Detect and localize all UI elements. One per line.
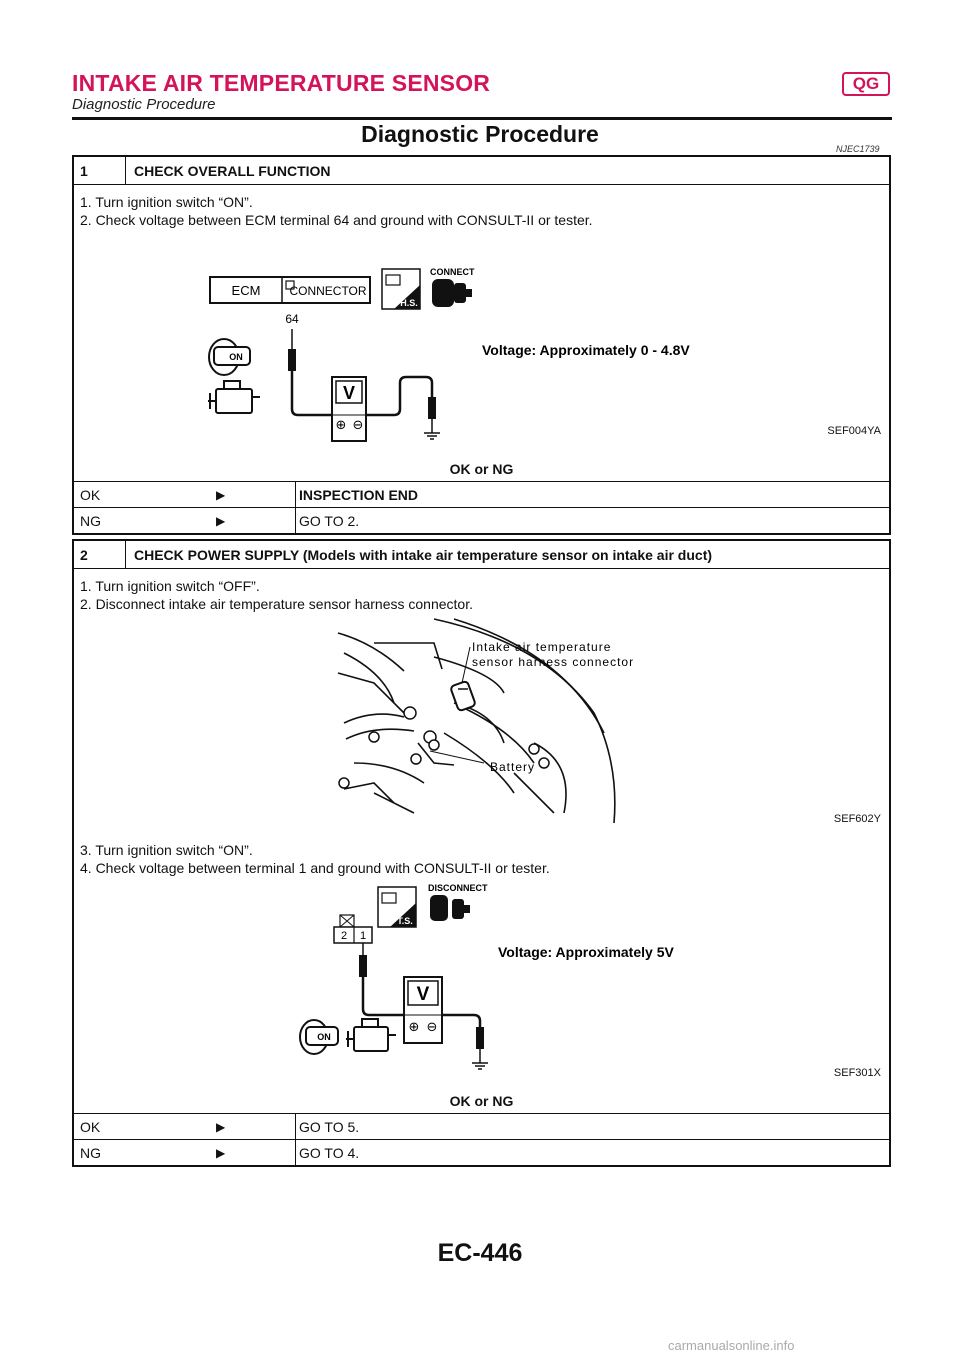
- result-key: OK: [80, 1118, 101, 1135]
- step-number: 1: [74, 157, 126, 184]
- probe-positive: [288, 349, 296, 371]
- disconnect-plug-icon: [430, 895, 448, 921]
- connect-label: CONNECT: [430, 267, 475, 277]
- ok-ng-label: OK or NG: [449, 461, 514, 477]
- callout-line-2: sensor harness connector: [472, 655, 635, 669]
- svg-text:⊕: ⊕: [335, 418, 347, 433]
- step-title: CHECK POWER SUPPLY (Models with intake air temperature sensor on intake air duct): [134, 546, 713, 563]
- ok-ng-label: OK or NG: [449, 1093, 514, 1109]
- header-rule: [72, 117, 892, 120]
- instruction: 1. Turn ignition switch “OFF”.: [80, 578, 260, 594]
- svg-text:⊖: ⊖: [426, 1020, 438, 1035]
- svg-text:ON: ON: [229, 352, 243, 362]
- header-title: INTAKE AIR TEMPERATURE SENSOR: [72, 70, 491, 96]
- figure-code: SEF602Y: [833, 813, 881, 825]
- terminal-number: 64: [285, 312, 299, 326]
- meter-label: V: [342, 383, 356, 403]
- page-number: EC-446: [437, 1239, 523, 1267]
- voltage-spec: Voltage: Approximately 5V: [498, 944, 674, 960]
- step-number: 2: [74, 541, 126, 568]
- svg-text:1: 1: [359, 930, 367, 942]
- probe-positive: [359, 955, 367, 977]
- svg-text:2: 2: [340, 930, 348, 942]
- header-subtitle: Diagnostic Procedure: [72, 96, 216, 113]
- engine-badge: QG: [842, 72, 890, 96]
- figure-code: SEF004YA: [827, 425, 881, 437]
- result-row-ng: [74, 507, 889, 533]
- instruction: 4. Check voltage between terminal 1 and ground with CONSULT-II or tester.: [80, 860, 550, 876]
- step-1-header: [74, 157, 889, 185]
- ts-label: T.S.: [397, 916, 413, 926]
- figure-code: SEF301X: [833, 1067, 881, 1079]
- figure-sensor-location: [74, 613, 889, 831]
- result-value: INSPECTION END: [299, 486, 419, 503]
- step-2-box: [72, 539, 891, 1167]
- connector-label: CONNECTOR: [289, 284, 367, 298]
- result-key: NG: [80, 512, 101, 529]
- section-code: NJEC1739: [836, 144, 880, 154]
- ignition-key-icon: [300, 1020, 338, 1054]
- sensor-connector-face: [334, 927, 372, 943]
- arrow-icon: ▶: [214, 482, 296, 507]
- step-1-box: [72, 155, 891, 535]
- svg-text:⊕: ⊕: [408, 1020, 420, 1035]
- section-title: Diagnostic Procedure: [361, 121, 599, 147]
- watermark: carmanualsonline.info: [668, 1338, 795, 1353]
- disconnect-label: DISCONNECT: [428, 883, 488, 893]
- figure-terminal-voltage-check: [74, 877, 889, 1083]
- engine-bay-drawing: [74, 613, 889, 831]
- svg-text:ON: ON: [317, 1032, 331, 1042]
- probe-negative: [476, 1027, 484, 1049]
- arrow-icon: ▶: [214, 1140, 296, 1165]
- arrow-icon: ▶: [214, 508, 296, 533]
- figure-ecm-voltage-check: [74, 229, 889, 443]
- battery-label: Battery: [490, 760, 536, 774]
- svg-text:⊖: ⊖: [352, 418, 364, 433]
- instruction: 2. Check voltage between ECM terminal 64 and ground with CONSULT-II or tester.: [80, 212, 593, 228]
- step-2-header: [74, 541, 889, 569]
- result-value: GO TO 5.: [299, 1118, 360, 1135]
- instruction: 1. Turn ignition switch “ON”.: [80, 194, 253, 210]
- engine-icon: [346, 1019, 396, 1051]
- result-row-ng: [74, 1139, 889, 1165]
- ecm-label: ECM: [231, 283, 261, 298]
- meter-label: V: [416, 984, 430, 1005]
- result-key: OK: [80, 486, 101, 503]
- result-row-ok: [74, 1113, 889, 1139]
- sensor-connector-icon: [450, 681, 476, 712]
- instruction: 3. Turn ignition switch “ON”.: [80, 842, 253, 858]
- sensor-voltage-diagram: [74, 877, 889, 1083]
- probe-negative: [428, 397, 436, 419]
- engine-icon: [208, 381, 260, 413]
- step-title: CHECK OVERALL FUNCTION: [134, 162, 331, 179]
- connector-plug-icon: [432, 279, 454, 307]
- voltage-spec: Voltage: Approximately 0 - 4.8V: [482, 342, 690, 358]
- result-row-ok: [74, 481, 889, 507]
- callout-line-1: Intake air temperature: [472, 640, 612, 654]
- hs-label: H.S.: [400, 298, 418, 308]
- ignition-key-icon: [209, 339, 250, 375]
- ecm-voltage-diagram: [74, 229, 889, 443]
- arrow-icon: ▶: [214, 1114, 296, 1139]
- result-key: NG: [80, 1144, 101, 1161]
- instruction: 2. Disconnect intake air temperature sensor harness connector.: [80, 596, 473, 612]
- result-value: GO TO 2.: [299, 512, 360, 529]
- result-value: GO TO 4.: [299, 1144, 360, 1161]
